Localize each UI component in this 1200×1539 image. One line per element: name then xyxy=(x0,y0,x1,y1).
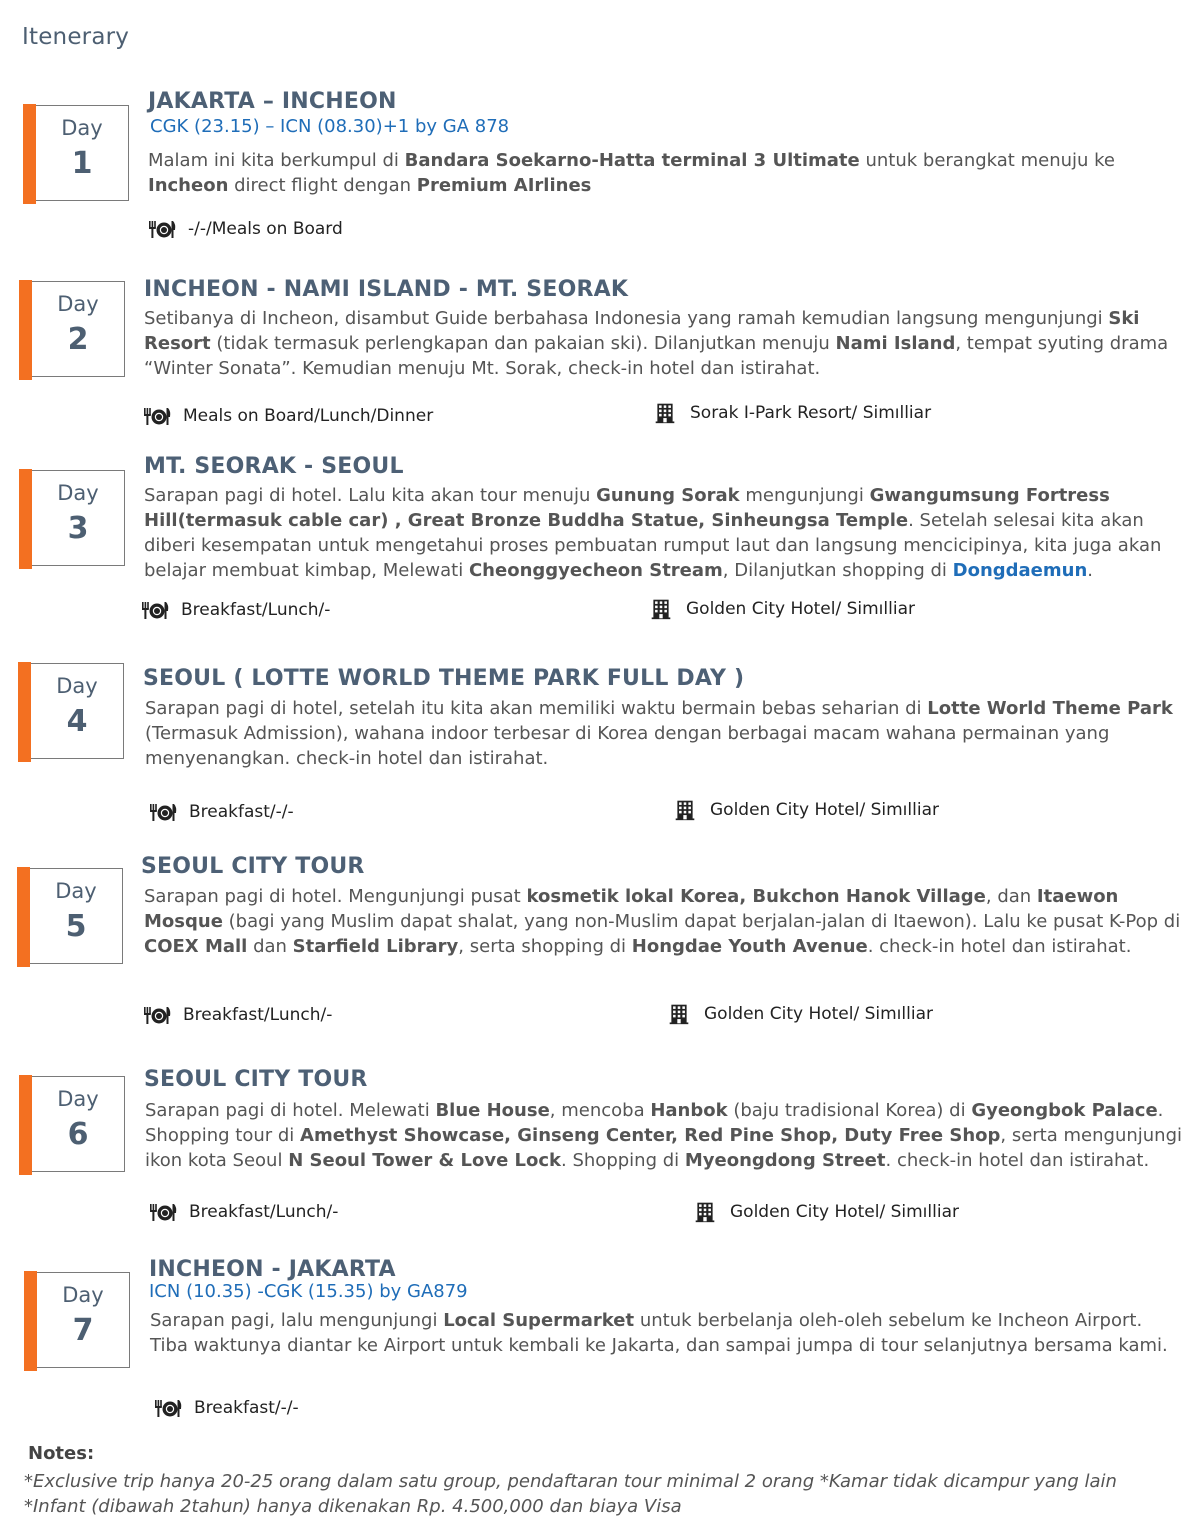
day-description xyxy=(148,148,1185,198)
hotel-text: Sorak I-Park Resort/ Simılliar xyxy=(690,403,932,423)
highlight-text: Hanbok xyxy=(650,1100,728,1121)
highlight-text: Incheon xyxy=(148,175,229,196)
highlight-text: Premium AIrlines xyxy=(416,175,592,196)
meals-info xyxy=(154,1397,299,1419)
day-label: Day xyxy=(56,674,98,698)
flight-info: ICN (10.35) -CGK (15.35) by GA879 xyxy=(149,1281,468,1302)
day-description xyxy=(144,483,1185,583)
notes-line: *Exclusive trip hanya 20-25 orang dalam satu group, pendaftaran tour minimal 2 orang *Kamar tidak dicampur yang lain xyxy=(24,1471,1117,1492)
desc-text: (Termasuk Admission), wahana indoor terbesar di Korea dengan berbagai macam wahana permainan yang menyenangkan. check-in hotel dan istirahat. xyxy=(145,723,1110,769)
day-badge xyxy=(36,1272,130,1368)
desc-text: , serta mengunjungi ikon kota Seoul xyxy=(145,1125,1182,1171)
desc-text: , mencoba xyxy=(549,1100,651,1121)
day-title: SEOUL CITY TOUR xyxy=(144,1067,368,1092)
hotel-info xyxy=(646,598,915,620)
highlight-text: Ski Resort xyxy=(144,308,1140,354)
hotel-info xyxy=(690,1201,959,1223)
hotel-info xyxy=(670,799,939,821)
hotel-building-icon xyxy=(670,799,700,821)
desc-text: . Setelah selesai kita akan diberi kesempatan untuk mengetahui proses pembuatan rumput laut dan langsung mencicipinya, kita juga akan belajar membuat kimbap, Melewati xyxy=(144,510,1162,581)
meal-icon xyxy=(149,1201,179,1223)
highlight-link-text: Dongdaemun xyxy=(952,560,1088,581)
hotel-text: Golden City Hotel/ Simılliar xyxy=(686,599,915,619)
day-badge xyxy=(31,470,125,566)
day-label: Day xyxy=(55,879,97,903)
meals-text: Breakfast/Lunch/- xyxy=(189,1202,339,1222)
hotel-text: Golden City Hotel/ Simılliar xyxy=(710,800,939,820)
day-number: 1 xyxy=(71,146,93,181)
desc-text: Sarapan pagi di hotel. Mengunjungi pusat xyxy=(144,886,527,907)
day-number: 6 xyxy=(67,1117,89,1152)
hotel-text: Golden City Hotel/ Simılliar xyxy=(704,1004,933,1024)
day-badge xyxy=(29,868,123,964)
highlight-text: Nami Island xyxy=(835,333,956,354)
desc-text: Sarapan pagi, lalu mengunjungi xyxy=(150,1310,444,1331)
meals-info xyxy=(149,801,294,823)
day-description xyxy=(150,1308,1185,1358)
meals-text: Breakfast/-/- xyxy=(189,802,294,822)
meals-text: Breakfast/Lunch/- xyxy=(183,1005,333,1025)
meal-icon xyxy=(141,599,171,621)
day-description xyxy=(145,696,1185,771)
notes-line: *Infant (dibawah 2tahun) hanya dikenakan Rp. 4.500,000 dan biaya Visa xyxy=(24,1496,682,1517)
meal-icon xyxy=(143,1004,173,1026)
highlight-text: Gwangumsung Fortress Hill(termasuk cable car) , Great Bronze Buddha Statue, Sinheungsa Temple xyxy=(144,485,1110,531)
desc-text: (bagi yang Muslim dapat shalat, yang non-Muslim dapat berjalan-jalan di Itaewon). Lalu ke pusat K-Pop di xyxy=(222,911,1181,932)
day-label: Day xyxy=(57,292,99,316)
desc-text: , dan xyxy=(985,886,1037,907)
day-badge xyxy=(30,663,124,759)
day-description xyxy=(144,306,1185,381)
day-number: 4 xyxy=(66,704,88,739)
desc-text: untuk berbelanja oleh-oleh sebelum ke Incheon Airport. Tiba waktunya diantar ke Airport untuk kembali ke Jakarta, dan sampai jumpa di tour selanjutnya bersama kami. xyxy=(150,1310,1168,1356)
desc-text: . check-in hotel dan istirahat. xyxy=(867,936,1132,957)
highlight-text: Blue House xyxy=(435,1100,550,1121)
meals-info xyxy=(149,1201,338,1223)
highlight-text: Lotte World Theme Park xyxy=(927,698,1173,719)
hotel-building-icon xyxy=(650,402,680,424)
notes-label: Notes: xyxy=(28,1443,95,1464)
day-label: Day xyxy=(62,1283,104,1307)
day-title: INCHEON - NAMI ISLAND - MT. SEORAK xyxy=(144,277,629,302)
day-number: 5 xyxy=(65,909,87,944)
hotel-info xyxy=(664,1003,933,1025)
meals-text: Breakfast/-/- xyxy=(194,1398,299,1418)
day-title: INCHEON - JAKARTA xyxy=(149,1257,396,1282)
desc-text: . xyxy=(1087,560,1094,581)
meal-icon xyxy=(154,1397,184,1419)
hotel-info xyxy=(650,402,931,424)
day-badge xyxy=(31,281,125,377)
hotel-building-icon xyxy=(690,1201,720,1223)
meal-icon xyxy=(148,218,178,240)
desc-text: Sarapan pagi di hotel. Lalu kita akan tour menuju xyxy=(144,485,597,506)
day-label: Day xyxy=(61,116,103,140)
highlight-text: Amethyst Showcase, Ginseng Center, Red Pine Shop, Duty Free Shop xyxy=(300,1125,1001,1146)
meals-info xyxy=(143,405,433,427)
day-description xyxy=(144,884,1185,959)
meals-info xyxy=(141,599,330,621)
meals-info xyxy=(148,218,343,240)
desc-text: untuk berangkat menuju ke xyxy=(859,150,1115,171)
meal-icon xyxy=(149,801,179,823)
desc-text: . Shopping di xyxy=(561,1150,685,1171)
highlight-text: Gyeongbok Palace xyxy=(971,1100,1158,1121)
highlight-text: Myeongdong Street xyxy=(684,1150,886,1171)
desc-text: . Shopping tour di xyxy=(145,1100,1164,1146)
day-title: JAKARTA – INCHEON xyxy=(148,89,397,114)
desc-text: . check-in hotel dan istirahat. xyxy=(885,1150,1150,1171)
highlight-text: Hongdae Youth Avenue xyxy=(631,936,868,957)
day-number: 7 xyxy=(72,1313,94,1348)
highlight-text: Local Supermarket xyxy=(443,1310,635,1331)
hotel-text: Golden City Hotel/ Simılliar xyxy=(730,1202,959,1222)
hotel-building-icon xyxy=(646,598,676,620)
meals-info xyxy=(143,1004,332,1026)
meals-text: Meals on Board/Lunch/Dinner xyxy=(183,406,434,426)
desc-text: Sarapan pagi di hotel, setelah itu kita akan memiliki waktu bermain bebas seharian di xyxy=(145,698,928,719)
hotel-building-icon xyxy=(664,1003,694,1025)
desc-text: , Dilanjutkan shopping di xyxy=(722,560,953,581)
highlight-text: Starfield Library xyxy=(292,936,459,957)
day-badge xyxy=(31,1076,125,1172)
page-title: Itenerary xyxy=(22,24,130,50)
day-number: 2 xyxy=(67,322,89,357)
highlight-text: N Seoul Tower & Love Lock xyxy=(288,1150,562,1171)
highlight-text: kosmetik lokal Korea, Bukchon Hanok Village xyxy=(526,886,986,907)
meals-text: Breakfast/Lunch/- xyxy=(181,600,331,620)
desc-text: Malam ini kita berkumpul di xyxy=(148,150,405,171)
day-label: Day xyxy=(57,1087,99,1111)
desc-text: mengunjungi xyxy=(739,485,870,506)
day-title: MT. SEORAK - SEOUL xyxy=(144,454,404,479)
desc-text: , tempat syuting drama “Winter Sonata”. Kemudian menuju Mt. Sorak, check-in hotel dan istirahat. xyxy=(144,333,1169,379)
desc-text: (baju tradisional Korea) di xyxy=(727,1100,972,1121)
desc-text: dan xyxy=(247,936,293,957)
day-title: SEOUL ( LOTTE WORLD THEME PARK FULL DAY ) xyxy=(143,666,745,691)
highlight-text: Bandara Soekarno-Hatta terminal 3 Ultimate xyxy=(404,150,860,171)
day-description xyxy=(145,1098,1185,1173)
meals-text: -/-/Meals on Board xyxy=(188,219,343,239)
meal-icon xyxy=(143,405,173,427)
highlight-text: Gunung Sorak xyxy=(596,485,740,506)
day-title: SEOUL CITY TOUR xyxy=(141,854,365,879)
highlight-text: Itaewon Mosque xyxy=(144,886,1119,932)
desc-text: , serta shopping di xyxy=(458,936,632,957)
desc-text: (tidak termasuk perlengkapan dan pakaian ski). Dilanjutkan menuju xyxy=(210,333,836,354)
day-badge xyxy=(35,105,129,201)
flight-info: CGK (23.15) – ICN (08.30)+1 by GA 878 xyxy=(150,116,510,137)
desc-text: Sarapan pagi di hotel. Melewati xyxy=(145,1100,436,1121)
day-number: 3 xyxy=(67,511,89,546)
day-label: Day xyxy=(57,481,99,505)
desc-text: Setibanya di Incheon, disambut Guide berbahasa Indonesia yang ramah kemudian langsung mengunjungi xyxy=(144,308,1109,329)
desc-text: direct flight dengan xyxy=(228,175,417,196)
highlight-text: COEX Mall xyxy=(144,936,248,957)
highlight-text: Cheonggyecheon Stream xyxy=(468,560,723,581)
